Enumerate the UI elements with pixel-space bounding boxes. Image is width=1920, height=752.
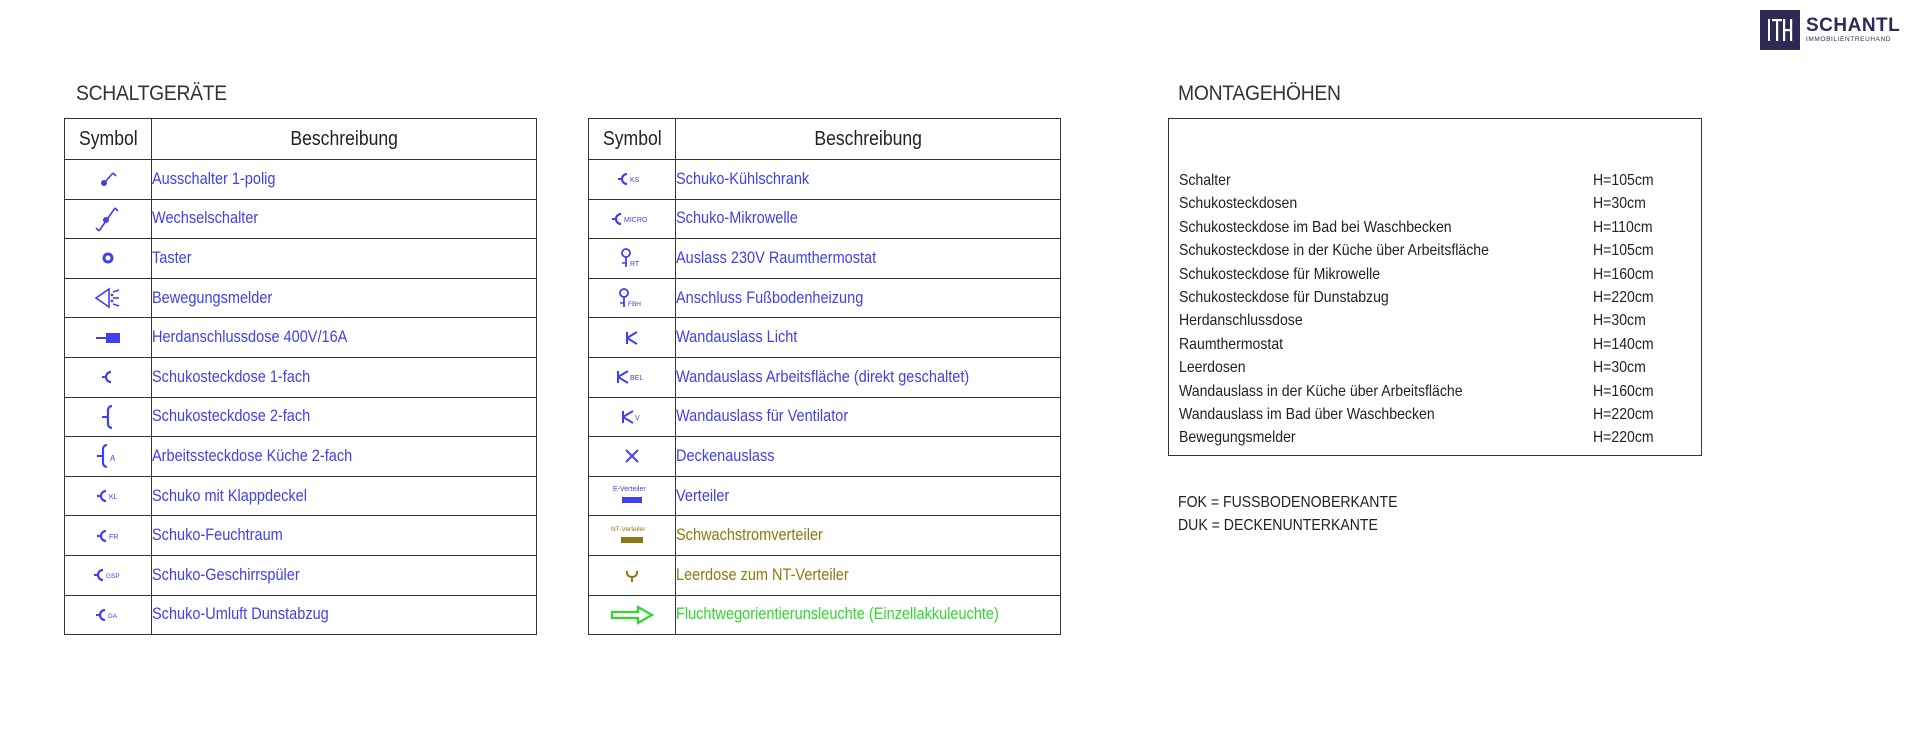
verteiler-tag: E-Verteiler <box>613 486 646 494</box>
table-row: Deckenauslass <box>589 437 1061 477</box>
klappdeckel-tag: KL <box>109 494 118 502</box>
schwachstromverteiler-icon <box>607 522 657 550</box>
company-logo <box>1760 10 1900 50</box>
raumthermostat-tag: RT <box>630 261 640 269</box>
herdanschlussdose-icon <box>93 330 123 346</box>
fussbodenheizung-tag: FBH <box>628 301 641 309</box>
wechselschalter-icon <box>94 204 122 234</box>
feuchtraum-tag: FR <box>109 533 119 541</box>
wandauslass-ventilator-icon <box>619 407 645 427</box>
schaltgeraete-table <box>64 118 537 635</box>
arbeitsflaeche-tag: BEL <box>630 375 644 383</box>
table-row: Schukosteckdose 2-fach <box>65 397 537 437</box>
table-row: Wandauslass Licht <box>589 318 1061 358</box>
column-header-symbol: Symbol <box>65 119 152 160</box>
logo-name: SCHANTL <box>1806 15 1901 37</box>
symbole-table-2 <box>588 118 1061 635</box>
table-row: Bewegungsmelder <box>65 278 537 318</box>
ausschalter-icon <box>96 168 120 190</box>
schwachstromverteiler-tag: NT-Verteiler <box>611 525 646 533</box>
schuko-feuchtraum-icon <box>93 526 123 546</box>
geschirrspueler-tag: GSP <box>106 573 120 581</box>
table-row: FBH Anschluss Fußbodenheizung <box>589 278 1061 318</box>
arbeitssteckdose-icon <box>93 442 123 470</box>
schuko-dunstabzug-icon <box>93 605 123 625</box>
kuehlschrank-tag: KS <box>630 177 640 185</box>
deckenauslass-icon <box>622 446 642 466</box>
column-header-beschreibung: Beschreibung <box>152 119 537 160</box>
dunstabzug-tag: DA <box>108 612 118 620</box>
table-row: E-Verteiler Verteiler <box>589 476 1061 516</box>
table-row: V Wandauslass für Ventilator <box>589 397 1061 437</box>
schukosteckdose-2fach-icon <box>98 403 118 431</box>
table-row: RT Auslass 230V Raumthermostat <box>589 239 1061 279</box>
table-row: GSP Schuko-Geschirrspüler <box>65 555 537 595</box>
table-row: BEL Wandauslass Arbeitsfläche (direkt geschaltet) <box>589 357 1061 397</box>
logo-subtitle: IMMOBILIENTREUHAND <box>1806 36 1892 44</box>
schuko-geschirrspueler-icon <box>92 565 124 585</box>
verteiler-icon <box>609 482 655 510</box>
table-row: FR Schuko-Feuchtraum <box>65 516 537 556</box>
wandauslass-arbeitsflaeche-icon <box>614 367 650 387</box>
table-row: Wechselschalter <box>65 199 537 239</box>
fussbodenheizung-icon <box>615 286 649 310</box>
table-row: MICRO Schuko-Mikrowelle <box>589 199 1061 239</box>
schukosteckdose-1fach-icon <box>98 367 118 387</box>
schuko-klappdeckel-icon <box>93 486 123 506</box>
table-row: Ausschalter 1-polig <box>65 160 537 200</box>
table-row: Fluchtwegorientierunsleuchte (Einzellakkuleuchte) <box>589 595 1061 635</box>
table-row: A Arbeitssteckdose Küche 2-fach <box>65 437 537 477</box>
wandauslass-licht-icon <box>622 328 642 348</box>
table-row: KL Schuko mit Klappdeckel <box>65 476 537 516</box>
montagehoehen-heading: MONTAGEHÖHEN <box>1178 82 1341 105</box>
ventilator-tag: V <box>635 414 640 422</box>
logo-mark-icon <box>1760 10 1800 50</box>
montagehoehen-box: Schalter H=105cm Schukosteckdosen H=30cm Schukosteckdose im Bad bei Waschbecken H=110cm Schukosteckdose in der Küche über Arbeitsfläche H=105cm Schukosteckdose für Mikrowelle H=160cm Schukosteckdose für Dunstabzug H=220cm Herdanschlussdose H=30cm Raumthermostat H=140cm Leerdosen H=30cm Wandauslass in der Küche über Arbeitsfläche H=160cm Wandauslass im Bad über Waschbecken H=220cm Bewegungsmelder H=220cm <box>1168 118 1702 456</box>
fluchtweg-arrow-icon <box>608 603 656 627</box>
column-header-symbol: Symbol <box>589 119 676 160</box>
note-fok: FOK = FUSSBODENOBERKANTE <box>1178 494 1398 511</box>
table-row: Schukosteckdose 1-fach <box>65 357 537 397</box>
taster-icon <box>98 248 118 268</box>
table-row: Leerdose zum NT-Verteiler <box>589 555 1061 595</box>
schuko-kuehlschrank-icon <box>615 169 649 189</box>
schaltgeraete-heading: SCHALTGERÄTE <box>76 82 227 105</box>
table-row: NT-Verteiler Schwachstromverteiler <box>589 516 1061 556</box>
note-duk: DUK = DECKENUNTERKANTE <box>1178 517 1378 534</box>
leerdose-icon <box>622 565 642 585</box>
table-row: Taster <box>65 239 537 279</box>
table-row: KS Schuko-Kühlschrank <box>589 160 1061 200</box>
bewegungsmelder-icon <box>93 286 123 310</box>
table-row: DA Schuko-Umluft Dunstabzug <box>65 595 537 635</box>
schuko-mikrowelle-icon <box>610 209 654 229</box>
table-row: Herdanschlussdose 400V/16A <box>65 318 537 358</box>
column-header-beschreibung: Beschreibung <box>676 119 1061 160</box>
mikrowelle-tag: MICRO <box>624 216 648 224</box>
abbreviation-notes <box>1178 494 1427 540</box>
arbeitssteckdose-tag: A <box>110 454 116 464</box>
raumthermostat-icon <box>617 246 647 270</box>
